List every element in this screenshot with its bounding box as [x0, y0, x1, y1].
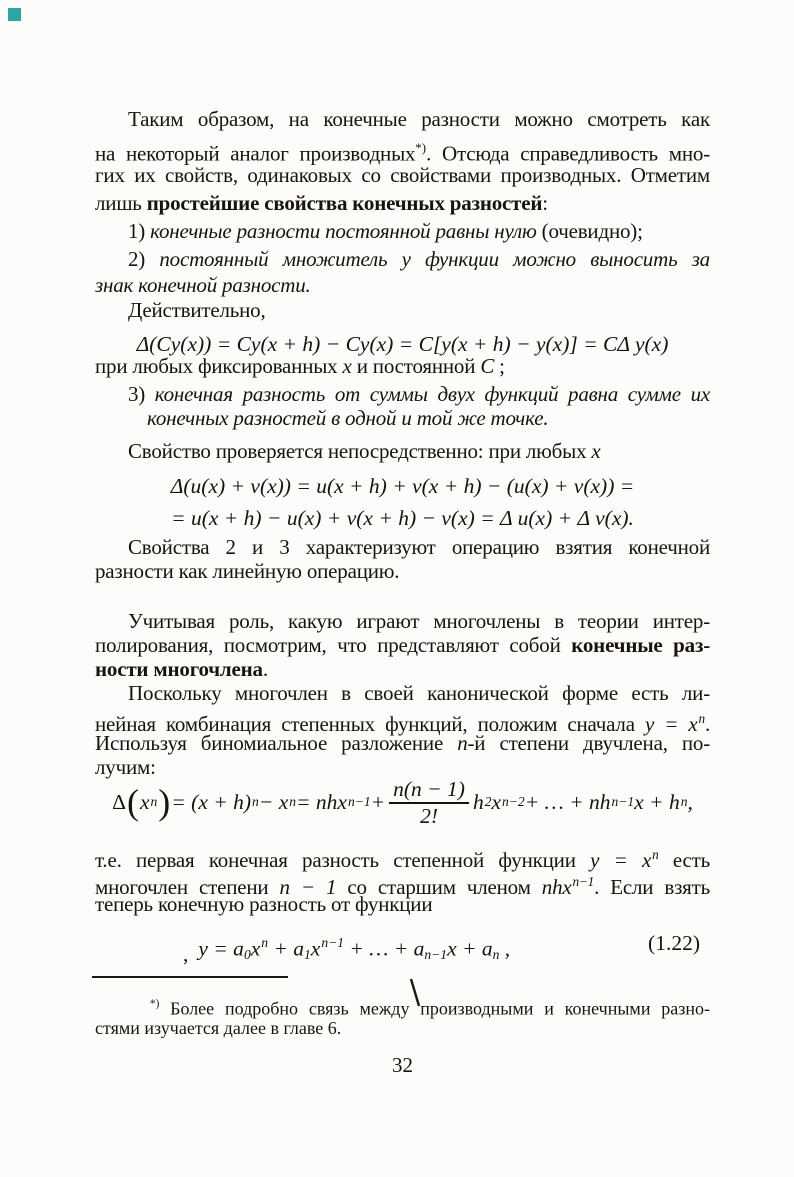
item-number: 2): [128, 247, 160, 271]
stray-ink-mark: ,: [183, 942, 189, 967]
italic-run: постоянный множитель у функции можно выносить за: [159, 247, 710, 271]
formula-binomial-expansion: Δ ( x n ) = (x + h) n − x n = nhx n−1 + $\frac{n(n - 1)}{2!}$ h 2 x n−2 + … + nh n−1 x + h n ,: [112, 777, 693, 828]
math-run: ,: [499, 936, 511, 961]
footnote-separator: [92, 976, 288, 978]
math-var: x: [491, 789, 502, 814]
page-number: 32: [392, 1053, 413, 1077]
math-var: y = x: [590, 848, 652, 873]
math-var: nhx: [541, 875, 572, 900]
text-run: и постоянной: [351, 354, 481, 378]
footnote-marker: *): [150, 998, 160, 1010]
math-exponent: n: [680, 794, 688, 809]
text-run: .: [262, 657, 268, 681]
text-run: (очевидно);: [536, 219, 643, 243]
math-run: +: [370, 789, 386, 814]
math-exponent: n−1: [347, 794, 371, 809]
text-run: разности как линейную операцию.: [95, 559, 400, 583]
item-number: 3): [128, 382, 155, 406]
text-run: Используя биномиальное разложение: [95, 731, 458, 755]
math-run: Δ(u(x) + v(x)) = u(x + h) + v(x + h) − (u(x) + v(x)) =: [170, 474, 635, 498]
text-run: т.е. первая конечная разность степенной функции: [95, 848, 591, 873]
list-item-3-continued: [95, 404, 710, 433]
math-var: x: [342, 354, 352, 378]
text-run: Учитывая роль, какую играют многочлены в теории интер-: [128, 609, 710, 633]
paragraph-line: [95, 105, 710, 134]
text-run: Свойства 2 и 3 характеризуют операцию взятия конечной: [128, 535, 710, 559]
math-var: C: [480, 354, 495, 378]
paragraph-line: [95, 557, 710, 586]
text-run: -й степени двучлена, по-: [467, 731, 710, 755]
text-run: полирования, посмотрим, что представляют собой: [95, 633, 572, 657]
paragraph-line: [95, 890, 710, 919]
italic-run: знак конечной разности.: [95, 273, 311, 297]
scan-corner-mark: [8, 8, 21, 21]
italic-run: конечных разностей в одной и той же точке.: [147, 406, 549, 430]
math-exponent: n: [698, 711, 705, 726]
fraction-numerator: n(n − 1): [389, 776, 469, 804]
text-run: лишь: [95, 191, 147, 215]
math-run: Δ(Cy(x)) = Cy(x + h) − Cy(x) = C[y(x + h) − y(x)] = CΔ y(x): [136, 332, 669, 356]
text-run: .: [704, 712, 710, 737]
math-var: x: [310, 936, 321, 961]
list-item-2: [95, 245, 710, 274]
footnote-line: [95, 1016, 710, 1040]
text-run: стями изучается далее в главе 6.: [95, 1018, 342, 1038]
math-run: + … + nh: [524, 789, 611, 814]
math-exponent: n: [150, 794, 158, 809]
math-var: x: [591, 439, 601, 463]
math-run: + … + a: [344, 936, 425, 961]
text-run: лучим:: [95, 755, 156, 779]
math-run: ,: [687, 789, 693, 814]
paragraph-line: [95, 437, 710, 466]
math-subscript: 1: [304, 947, 311, 963]
paragraph-line: [95, 352, 710, 381]
text-run: на некоторый аналог производных: [95, 141, 416, 166]
text-run: теперь конечную разность от функции: [95, 892, 433, 916]
equation-number: (1.22): [648, 931, 700, 955]
math-exponent: n−1: [321, 935, 345, 950]
math-exponent: n−1: [611, 794, 635, 809]
math-var: h: [472, 789, 484, 814]
text-run: :: [542, 191, 548, 215]
math-exponent: n: [261, 935, 269, 950]
formula-polynomial-1-22: [95, 922, 710, 967]
math-run: x + a: [447, 936, 493, 961]
fraction: [389, 776, 469, 828]
text-run: многочлен степени: [95, 875, 280, 900]
math-run: + a: [268, 936, 305, 961]
math-subscript: 0: [243, 947, 251, 963]
math-run: = nhx: [296, 789, 347, 814]
delta-symbol: Δ: [112, 789, 126, 814]
math-var: x: [139, 789, 150, 814]
math-run: = u(x + h) − u(x) + v(x + h) − v(x) = Δ u(x) + Δ v(x).: [171, 506, 634, 530]
math-run: y = a: [198, 936, 244, 961]
text-run: Свойство проверяется непосредственно: при любых: [128, 439, 592, 463]
bold-run: простейшие свойства конечных разностей: [146, 191, 543, 215]
math-run: = (x + h): [171, 789, 252, 814]
math-var: n: [457, 731, 468, 755]
item-number: 1): [128, 219, 151, 243]
math-run: x + h: [634, 789, 680, 814]
math-exponent: n: [252, 794, 259, 809]
math-exponent: n−2: [502, 794, 525, 809]
italic-run: конечная разность от суммы двух функций равна сумме их: [154, 382, 710, 406]
text-run: Действительно,: [128, 298, 266, 322]
text-run: ;: [494, 354, 505, 378]
math-exponent: n: [289, 794, 297, 809]
text-run: . Отсюда справедливость мно-: [426, 141, 710, 166]
paragraph-line: [95, 161, 710, 190]
bold-run: конечные раз-: [571, 633, 710, 657]
formula-sum-line2: [95, 498, 710, 538]
text-run: есть: [658, 848, 711, 873]
math-subscript: n−1: [424, 947, 448, 963]
text-run: Таким образом, на конечные разности можно смотреть как: [128, 107, 710, 131]
footnote-marker: *): [415, 140, 427, 155]
text-run: со старшим членом: [336, 875, 542, 900]
math-exponent: n−1: [572, 874, 595, 889]
math-var: x: [250, 936, 261, 961]
fraction-denominator: 2!: [420, 804, 439, 828]
text-run: при любых фиксированных: [95, 354, 343, 378]
text-run: гих их свойств, одинаковых со свойствами производных. Отметим: [95, 163, 710, 187]
math-var: y = x: [644, 712, 698, 737]
text-run: Поскольку многочлен в своей канонической форме есть ли-: [128, 681, 710, 705]
text-run: . Если взять: [594, 875, 710, 900]
math-exponent: 2: [484, 794, 492, 809]
paragraph-line: [95, 296, 710, 325]
list-item-1: [95, 217, 710, 246]
italic-run: конечные разности постоянной равны нулю: [150, 219, 537, 243]
math-run: n − 1: [279, 875, 337, 900]
math-run: − x: [258, 789, 289, 814]
paragraph-line: [95, 189, 710, 218]
math-exponent: n: [652, 847, 659, 862]
bold-run: ности многочлена: [95, 657, 263, 681]
math-subscript: n: [492, 947, 500, 963]
text-run: Более подробно связь между производными и конечными разно-: [159, 998, 710, 1019]
text-run: нейная комбинация степенных функций, положим сначала: [95, 712, 645, 737]
